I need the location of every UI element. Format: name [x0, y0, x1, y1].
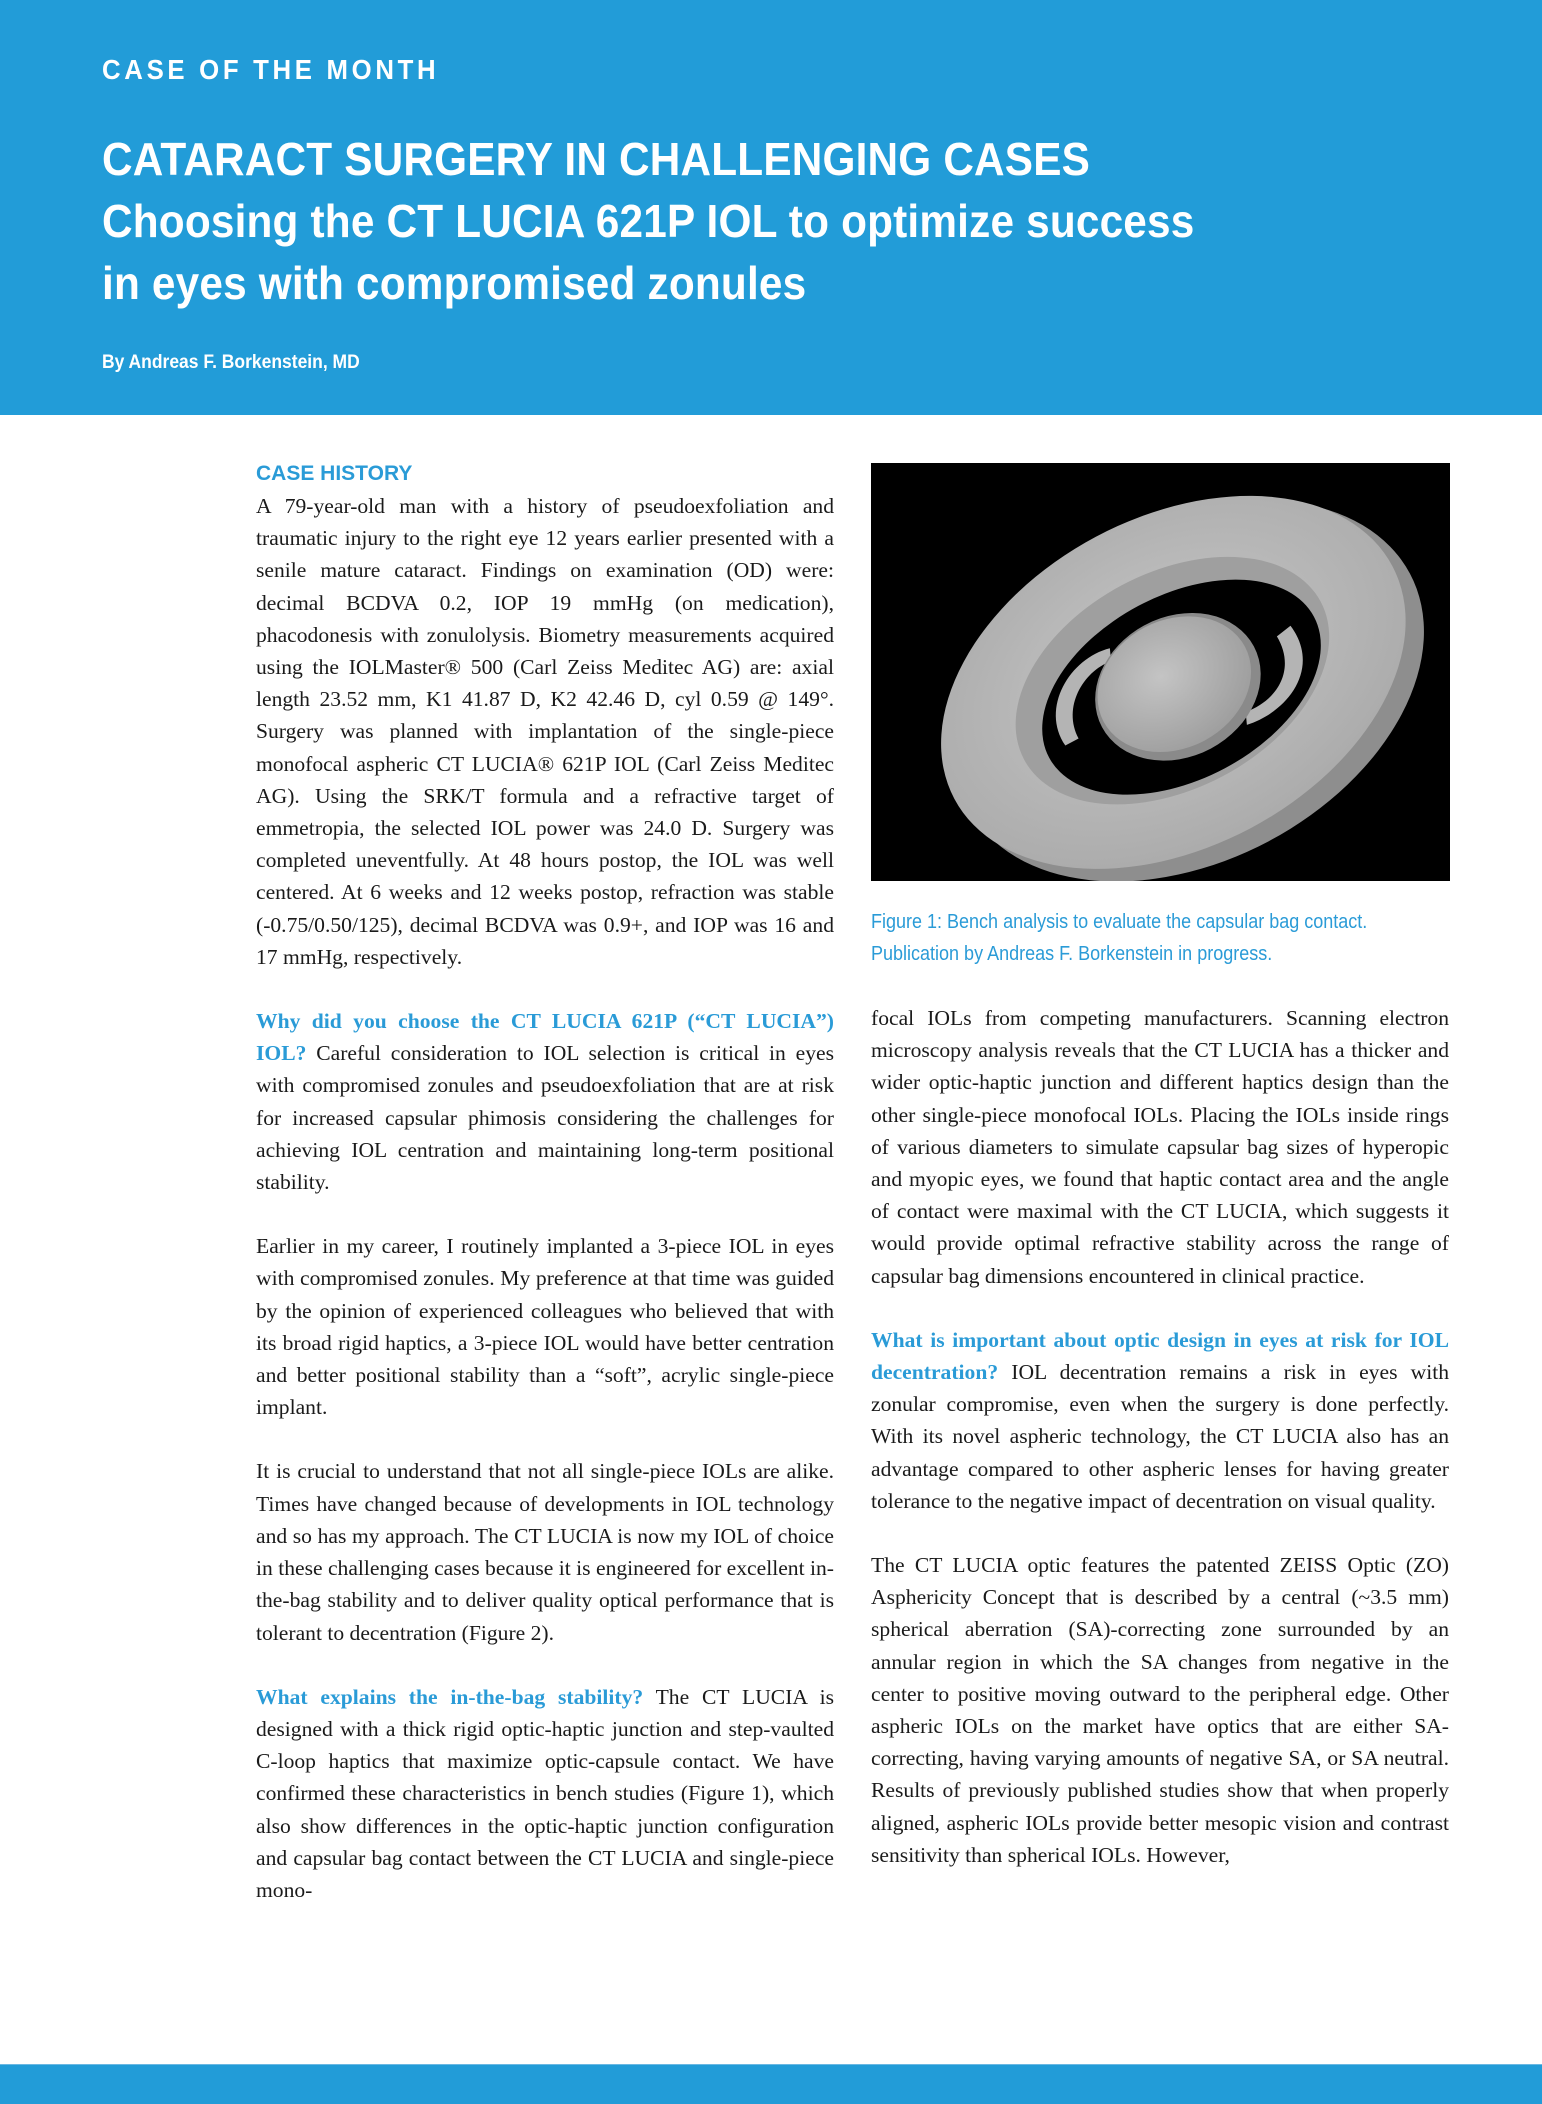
crucial-paragraph: It is crucial to understand that not all single-piece IOLs are alike. Times have changed because of developments in IOL technology and so has my approach. The CT LUCIA is now my IOL of choice in these challenging cases because it is engineered for excellent in-the-bag stability and to deliver quality optical performance that is tolerant to decentration (Figure 2). — [256, 1459, 834, 1645]
caption-line-2: Publication by Andreas F. Borkenstein in progress. — [871, 943, 1273, 965]
q2-question: What explains the in-the-bag stability? — [256, 1684, 644, 1709]
q3-paragraph — [871, 1324, 1449, 1517]
q1-answer: Careful consideration to IOL selection is critical in eyes with compromised zonules and pseudoexfoliation that are at risk for increased capsular phimosis considering the challenges for achieving IOL centration and maintaining long-term positional stability. — [256, 1041, 834, 1195]
title-line-1: CATARACT SURGERY IN CHALLENGING CASES — [102, 133, 1091, 185]
ring-group — [877, 463, 1450, 881]
q3-answer: IOL decentration remains a risk in eyes with zonular compromise, even when the surgery is done perfectly. With its novel aspheric technology, the CT LUCIA also has an advantage compared to other aspheric lenses for having greater tolerance to the negative impact of decentration on visual quality. — [871, 1360, 1449, 1513]
q2-answer-continued: focal IOLs from competing manufacturers. Scanning electron microscopy analysis reveals that the CT LUCIA has a thicker and wider optic-haptic junction and different haptics design than the other single-piece monofocal IOLs. Placing the IOLs inside rings of various diameters to simulate capsular bag sizes of hyperopic and myopic eyes, we found that haptic contact area and the angle of contact were maximal with the CT LUCIA, which suggests it would provide optimal refractive stability across the range of capsular bag dimensions encountered in clinical practice. — [871, 1006, 1449, 1288]
q2-answer-left: The CT LUCIA is designed with a thick rigid optic-haptic junction and step-vaulted C-loop haptics that maximize optic-capsule contact. We have confirmed these characteristics in bench studies (Figure 1), which also show differences in the optic-haptic junction configuration and capsular bag contact between the CT LUCIA and single-piece mono- — [256, 1684, 834, 1902]
section-kicker: CASE OF THE MONTH — [102, 54, 440, 85]
title-line-3: in eyes with compromised zonules — [102, 257, 807, 309]
left-column — [256, 460, 834, 1938]
author-byline: By Andreas F. Borkenstein, MD — [102, 352, 360, 373]
q1-paragraph — [256, 1005, 834, 1198]
case-history-heading: CASE HISTORY — [256, 462, 413, 485]
caption-line-1: Figure 1: Bench analysis to evaluate the capsular bag contact. — [871, 911, 1368, 933]
footer-bar — [0, 2064, 1542, 2104]
q1-question: Why did you choose the CT LUCIA 621P (“CT LUCIA”) IOL? — [256, 1009, 834, 1066]
iol-ring-render — [871, 463, 1450, 881]
title-line-2: Choosing the CT LUCIA 621P IOL to optimize success — [102, 195, 1195, 247]
article-title — [102, 128, 1194, 314]
right-column — [871, 1002, 1449, 1903]
page-header — [0, 0, 1542, 415]
figure-1-image — [871, 463, 1450, 881]
zo-asphericity-paragraph: The CT LUCIA optic features the patented ZEISS Optic (ZO) Asphericity Concept that is described by a central (~3.5 mm) spherical aberration (SA)-correcting zone surrounded by an annular region in which the SA changes from negative in the center to positive moving outward to the peripheral edge. Other aspheric IOLs on the market have optics that are either SA-correcting, having varying amounts of negative SA, or SA neutral. Results of previously published studies show that when properly aligned, aspheric IOLs provide better mesopic vision and contrast sensitivity than spherical IOLs. However, — [871, 1553, 1449, 1867]
case-history-paragraph: A 79-year-old man with a history of pseudoexfoliation and traumatic injury to the right eye 12 years earlier presented with a senile mature cataract. Findings on examination (OD) were: decimal BCDVA 0.2, IOP 19 mmHg (on medication), phacodonesis with zonulolysis. Biometry measurements acquired using the IOLMaster® 500 (Carl Zeiss Meditec AG) are: axial length 23.52 mm, K1 41.87 D, K2 42.46 D, cyl 0.59 @ 149°. Surgery was planned with implantation of the single-piece monofocal aspheric CT LUCIA® 621P IOL (Carl Zeiss Meditec AG). Using the SRK/T formula and a refractive target of emmetropia, the selected IOL power was 24.0 D. Surgery was completed uneventfully. At 48 hours postop, the IOL was well centered. At 6 weeks and 12 weeks postop, refraction was stable (-0.75/0.50/125), decimal BCDVA was 0.9+, and IOP was 16 and 17 mmHg, respectively. — [256, 494, 834, 969]
q3-question: What is important about optic design in eyes at risk for IOL decentration? — [871, 1327, 1449, 1385]
earlier-career-paragraph: Earlier in my career, I routinely implanted a 3-piece IOL in eyes with compromised zonules. My preference at that time was guided by the opinion of experienced colleagues who believed that with its broad rigid haptics, a 3-piece IOL would have better centration and better positional stability than a “soft”, acrylic single-piece implant. — [256, 1234, 834, 1420]
q2-paragraph — [256, 1681, 834, 1906]
figure-1-caption — [871, 906, 1411, 970]
